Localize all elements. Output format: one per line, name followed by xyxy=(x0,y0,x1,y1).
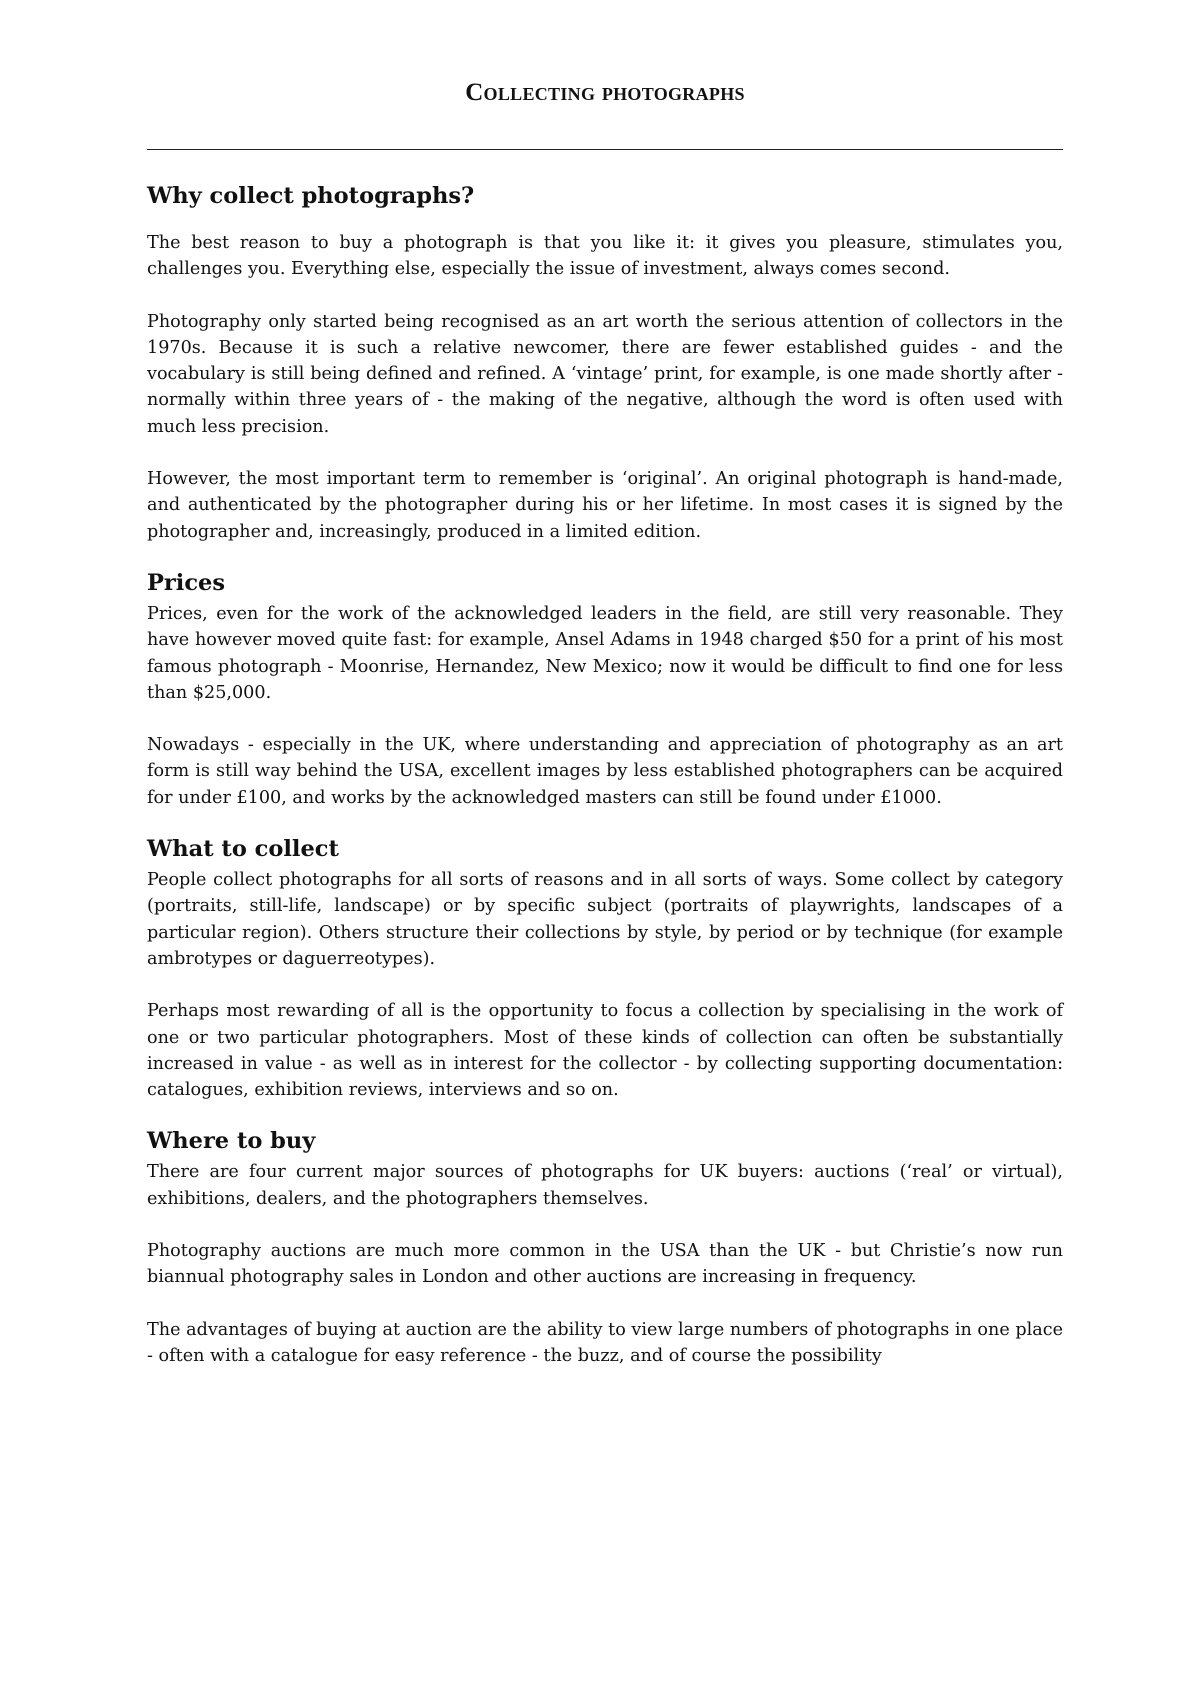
paragraph: There are four current major sources of photographs for UK buyers: auctions (‘real’ or virtual), exhibitions, dealers, and the photographers themselves. xyxy=(147,1162,1063,1209)
section-heading: Where to buy xyxy=(147,1128,316,1155)
title-divider xyxy=(147,149,1063,150)
section-heading: Why collect photographs? xyxy=(147,183,475,209)
section-prices xyxy=(147,568,1063,811)
paragraph: Photography auctions are much more common in the USA than the UK - but Christie’s now run biannual photography sales in London and other auctions are increasing in frequency. xyxy=(147,1241,1063,1288)
document-title: Collecting photographs xyxy=(465,79,745,106)
paragraph: People collect photographs for all sorts of reasons and in all sorts of ways. Some collect by category (portraits, still-life, landscape) or by specific subject (portraits of playwrights, landscapes of a particular region). Others structure their collections by style, by period or by technique (for example ambrotypes or daguerreotypes). xyxy=(147,870,1063,969)
paragraph: Prices, even for the work of the acknowledged leaders in the field, are still very reasonable. They have however moved quite fast: for example, Ansel Adams in 1948 charged $50 for a print of his most famous photograph - Moonrise, Hernandez, New Mexico; now it would be difficult to find one for less than $25,000. xyxy=(147,603,1063,703)
paragraph: The best reason to buy a photograph is that you like it: it gives you pleasure, stimulates you, challenges you. Everything else, especially the issue of investment, always comes second. xyxy=(147,233,1063,280)
paragraph: Perhaps most rewarding of all is the opportunity to focus a collection by specialising in the work of one or two particular photographers. Most of these kinds of collection can often be substantially increased in value - as well as in interest for the collector - by collecting supporting documentation: catalogues, exhibition reviews, interviews and so on. xyxy=(147,1001,1063,1101)
paragraph: Nowadays - especially in the UK, where understanding and appreciation of photography as an art form is still way behind the USA, excellent images by less established photographers can be acquired for under £100, and works by the acknowledged masters can still be found under £1000. xyxy=(147,735,1063,808)
paragraph: Photography only started being recognised as an art worth the serious attention of collectors in the 1970s. Because it is such a relative newcomer, there are fewer established guides - and the vocabulary is still being defined and refined. A ‘vintage’ print, for example, is one made shortly after - normally within three years of - the making of the negative, although the word is often used with much less precision. xyxy=(147,311,1063,437)
section-where-to-buy xyxy=(147,1126,1063,1369)
section-why-collect xyxy=(147,181,1063,545)
paragraph: The advantages of buying at auction are the ability to view large numbers of photographs in one place - often with a catalogue for easy reference - the buzz, and of course the possibility xyxy=(147,1319,1063,1366)
paragraph: However, the most important term to remember is ‘original’. An original photograph is hand-made, and authenticated by the photographer during his or her lifetime. In most cases it is signed by the photographer and, increasingly, produced in a limited edition. xyxy=(147,469,1063,542)
section-what-to-collect xyxy=(147,834,1063,1103)
section-heading: Prices xyxy=(147,569,226,596)
document-page xyxy=(147,78,1063,1369)
section-heading: What to collect xyxy=(147,836,339,863)
